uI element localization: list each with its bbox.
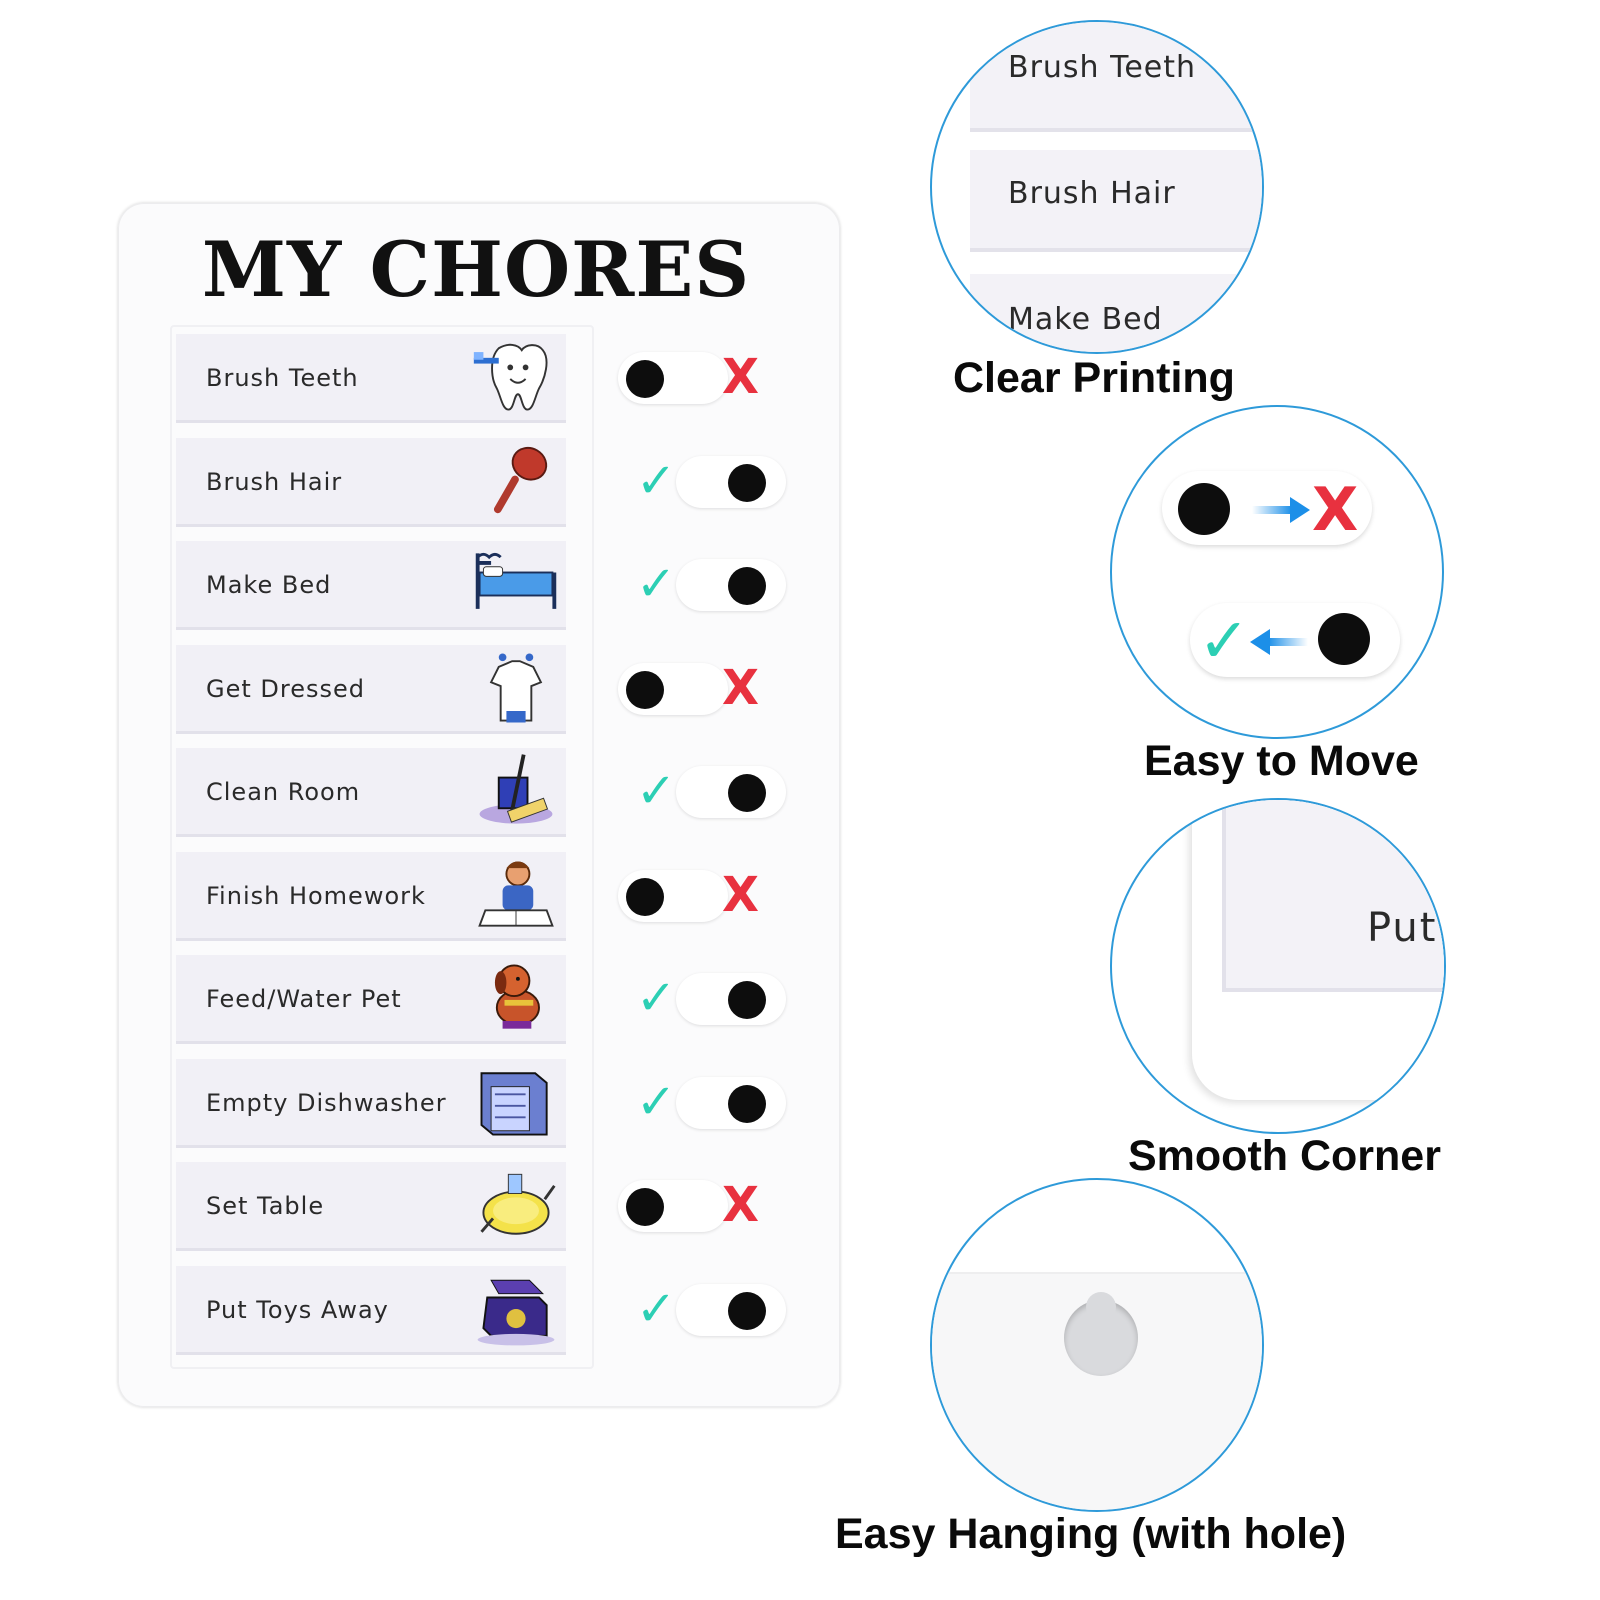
chore-card bbox=[176, 541, 566, 630]
chore-slider-done[interactable] bbox=[618, 756, 788, 822]
chore-card bbox=[176, 748, 566, 837]
chore-card bbox=[176, 645, 566, 734]
caption-clear-printing: Clear Printing bbox=[953, 354, 1235, 402]
zoom-label: Brush Teeth bbox=[1008, 50, 1197, 85]
cross-icon: X bbox=[722, 867, 760, 923]
chore-row bbox=[176, 1059, 566, 1147]
check-icon: ✓ bbox=[636, 453, 677, 509]
zoom-label: Brush Hair bbox=[1008, 176, 1176, 211]
chore-slider-undone[interactable] bbox=[618, 653, 788, 719]
dishwasher-icon bbox=[470, 1061, 562, 1143]
mop-bucket-icon bbox=[470, 750, 562, 832]
chore-slider-done[interactable] bbox=[618, 963, 788, 1029]
cross-icon: X bbox=[722, 349, 760, 405]
check-icon: ✓ bbox=[636, 556, 677, 612]
cross-icon: X bbox=[722, 660, 760, 716]
check-icon: ✓ bbox=[636, 763, 677, 819]
chore-label: Brush Hair bbox=[206, 468, 343, 496]
zoom-circle-move bbox=[1110, 405, 1444, 739]
chore-card bbox=[176, 438, 566, 527]
chore-slider-done[interactable] bbox=[618, 1274, 788, 1340]
caption-easy-to-move: Easy to Move bbox=[1144, 737, 1419, 785]
card-corner bbox=[1222, 800, 1446, 992]
chore-card bbox=[176, 955, 566, 1044]
chore-card bbox=[176, 334, 566, 423]
chore-label: Make Bed bbox=[206, 571, 332, 599]
slider-knob[interactable] bbox=[626, 878, 664, 916]
zoom-circle-hanging bbox=[930, 1178, 1264, 1512]
chore-label: Finish Homework bbox=[206, 882, 426, 910]
chore-row bbox=[176, 438, 566, 526]
chore-slider-undone[interactable] bbox=[618, 1170, 788, 1236]
chore-row bbox=[176, 541, 566, 629]
slider-knob[interactable] bbox=[728, 981, 766, 1019]
chore-label: Set Table bbox=[206, 1192, 325, 1220]
slider-knob[interactable] bbox=[728, 464, 766, 502]
check-icon: ✓ bbox=[636, 1074, 677, 1130]
chore-row bbox=[176, 748, 566, 836]
slider-knob[interactable] bbox=[728, 1085, 766, 1123]
toybox-icon bbox=[470, 1268, 562, 1350]
chore-label: Put Toys Away bbox=[206, 1296, 389, 1324]
check-icon: ✓ bbox=[636, 1281, 677, 1337]
hanging-hole-icon bbox=[1064, 1300, 1138, 1376]
dog-icon bbox=[470, 957, 562, 1039]
chore-row bbox=[176, 955, 566, 1043]
slider-knob[interactable] bbox=[728, 1292, 766, 1330]
chore-label: Empty Dishwasher bbox=[206, 1089, 447, 1117]
slider-knob[interactable] bbox=[626, 671, 664, 709]
cross-icon: X bbox=[722, 1177, 760, 1233]
chore-row bbox=[176, 645, 566, 733]
chore-label: Brush Teeth bbox=[206, 364, 359, 392]
zoom-circle-corner bbox=[1110, 798, 1446, 1134]
arrow-right-icon bbox=[1252, 495, 1312, 525]
chore-label: Get Dressed bbox=[206, 675, 365, 703]
zoom-circle-printing bbox=[930, 20, 1264, 354]
check-icon: ✓ bbox=[1198, 604, 1250, 677]
chore-card bbox=[176, 1266, 566, 1355]
board-title: MY CHORES bbox=[201, 225, 751, 314]
chore-card bbox=[176, 1059, 566, 1148]
chore-slider-done[interactable] bbox=[618, 549, 788, 615]
slider-knob[interactable] bbox=[728, 774, 766, 812]
check-icon: ✓ bbox=[636, 970, 677, 1026]
chore-row bbox=[176, 1162, 566, 1250]
corner-text: Put bbox=[1367, 905, 1438, 951]
slider-knob[interactable] bbox=[626, 360, 664, 398]
cross-icon: X bbox=[1312, 475, 1359, 545]
slider-knob[interactable] bbox=[728, 567, 766, 605]
chore-row bbox=[176, 1266, 566, 1354]
chore-board bbox=[118, 203, 840, 1407]
shirt-icon bbox=[470, 647, 562, 729]
plate-icon bbox=[470, 1164, 562, 1246]
slider-knob[interactable] bbox=[626, 1188, 664, 1226]
tooth-icon bbox=[470, 336, 562, 418]
slider-knob bbox=[1318, 613, 1370, 665]
caption-smooth-corner: Smooth Corner bbox=[1128, 1132, 1441, 1180]
chore-card bbox=[176, 852, 566, 941]
zoom-label: Make Bed bbox=[1008, 302, 1163, 337]
chore-slider-undone[interactable] bbox=[618, 342, 788, 408]
chore-slider-done[interactable] bbox=[618, 1067, 788, 1133]
chore-slider-undone[interactable] bbox=[618, 860, 788, 926]
hairbrush-icon bbox=[470, 440, 562, 522]
chore-card bbox=[176, 1162, 566, 1251]
caption-easy-hanging: Easy Hanging (with hole) bbox=[835, 1510, 1347, 1558]
chore-label: Clean Room bbox=[206, 778, 361, 806]
bed-icon bbox=[470, 543, 562, 625]
chore-slider-done[interactable] bbox=[618, 446, 788, 512]
chore-label: Feed/Water Pet bbox=[206, 985, 402, 1013]
student-icon bbox=[470, 854, 562, 936]
slider-knob bbox=[1178, 483, 1230, 535]
arrow-left-icon bbox=[1248, 627, 1308, 657]
chore-row bbox=[176, 334, 566, 422]
chore-row bbox=[176, 852, 566, 940]
